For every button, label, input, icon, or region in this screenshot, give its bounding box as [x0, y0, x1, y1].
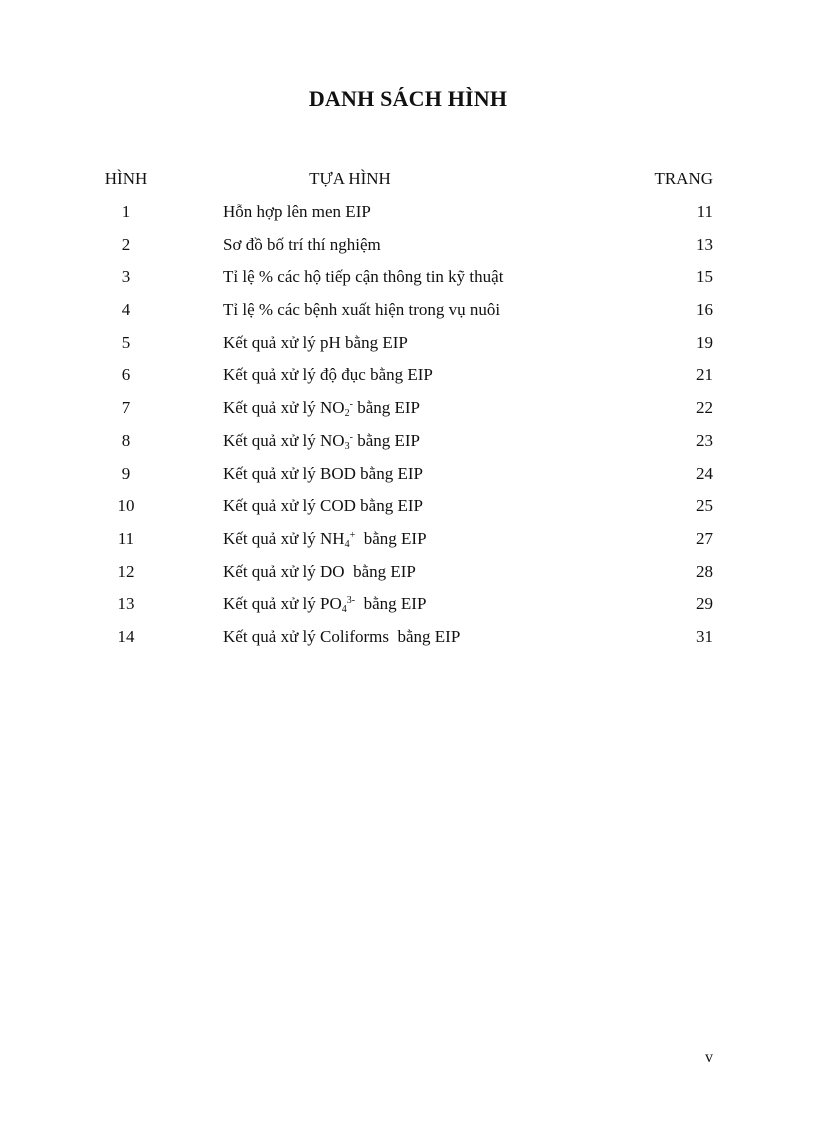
chemical-subscript: 4: [341, 604, 347, 616]
chemical-superscript: -: [349, 431, 353, 443]
title-prefix: Kết quả xử lý PO: [223, 594, 342, 614]
row-number: 6: [121, 365, 131, 385]
table-row: [0, 201, 816, 234]
header-title: TỰA HÌNH: [309, 169, 391, 188]
table-row: [0, 463, 816, 496]
row-title: [223, 397, 643, 419]
row-title: [223, 593, 643, 615]
page-title: DANH SÁCH HÌNH: [308, 86, 508, 111]
title-suffix: bằng EIP: [352, 430, 420, 450]
row-page: 24: [696, 463, 713, 483]
table-row: [0, 299, 816, 332]
row-page: 11: [696, 202, 713, 221]
table-row: [0, 626, 816, 659]
table-row: [0, 430, 816, 463]
table-row: [0, 561, 816, 594]
title-suffix: bằng EIP: [352, 398, 420, 418]
row-title: Kết quả xử lý BOD bằng EIP: [223, 463, 423, 483]
row-title: Sơ đồ bố trí thí nghiệm: [223, 234, 381, 254]
row-number: 4: [121, 300, 131, 320]
row-page: 16: [696, 300, 713, 320]
row-page: 27: [696, 528, 713, 548]
table-row: [0, 266, 816, 299]
row-page: 23: [696, 430, 713, 450]
row-title: Tỉ lệ % các bệnh xuất hiện trong vụ nuôi: [223, 300, 501, 320]
row-number: 7: [121, 398, 131, 418]
row-number: 13: [117, 594, 135, 614]
row-page: 31: [696, 626, 713, 646]
row-number: 12: [117, 561, 135, 581]
row-title: Kết quả xử lý pH bằng EIP: [223, 332, 408, 352]
row-number: 8: [121, 430, 131, 450]
row-number: 9: [121, 463, 131, 483]
table-row: [0, 364, 816, 397]
row-page: 28: [696, 561, 713, 581]
row-title: Kết quả xử lý COD bằng EIP: [223, 496, 423, 516]
title-prefix: Kết quả xử lý NH: [223, 528, 345, 548]
row-page: 29: [696, 594, 713, 614]
row-page: 21: [696, 365, 713, 385]
row-page: 15: [696, 267, 713, 287]
row-title: Kết quả xử lý độ đục bằng EIP: [223, 365, 433, 385]
table-row: [0, 234, 816, 267]
table-row: [0, 593, 816, 626]
title-suffix: bằng EIP: [355, 594, 427, 614]
chemical-subscript: 2: [344, 408, 350, 420]
row-title: [223, 528, 643, 550]
row-title: [223, 430, 643, 452]
row-number: 3: [121, 267, 131, 287]
chemical-subscript: 4: [344, 538, 350, 550]
row-title: Tỉ lệ % các hộ tiếp cận thông tin kỹ thuật: [223, 267, 504, 287]
row-number: 11: [117, 528, 135, 548]
table-row: [0, 528, 816, 561]
row-title: Hỗn hợp lên men EIP: [223, 202, 371, 221]
chemical-superscript: -: [349, 399, 353, 411]
row-number: 1: [121, 202, 131, 221]
row-page: 25: [696, 496, 713, 516]
row-number: 14: [117, 626, 135, 646]
title-suffix: bằng EIP: [355, 528, 427, 548]
page-number: v: [705, 1049, 713, 1066]
row-page: 19: [696, 332, 713, 352]
row-number: 5: [121, 332, 131, 352]
table-row: [0, 397, 816, 430]
chemical-subscript: 3: [344, 440, 350, 452]
figure-list: [0, 201, 816, 659]
header-page: TRANG: [654, 169, 713, 188]
row-number: 2: [121, 234, 131, 254]
row-title: Kết quả xử lý DO bằng EIP: [223, 561, 416, 581]
table-row: [0, 495, 816, 528]
chemical-superscript: +: [349, 529, 356, 541]
header-number: HÌNH: [104, 169, 148, 188]
row-number: 10: [117, 496, 135, 516]
table-row: [0, 332, 816, 365]
row-page: 22: [696, 398, 713, 418]
chemical-superscript: 3-: [346, 595, 356, 607]
row-title: Kết quả xử lý Coliforms bằng EIP: [223, 626, 461, 646]
row-page: 13: [696, 234, 713, 254]
title-prefix: Kết quả xử lý NO: [223, 398, 345, 418]
title-prefix: Kết quả xử lý NO: [223, 430, 345, 450]
table-header-row: [0, 169, 816, 193]
